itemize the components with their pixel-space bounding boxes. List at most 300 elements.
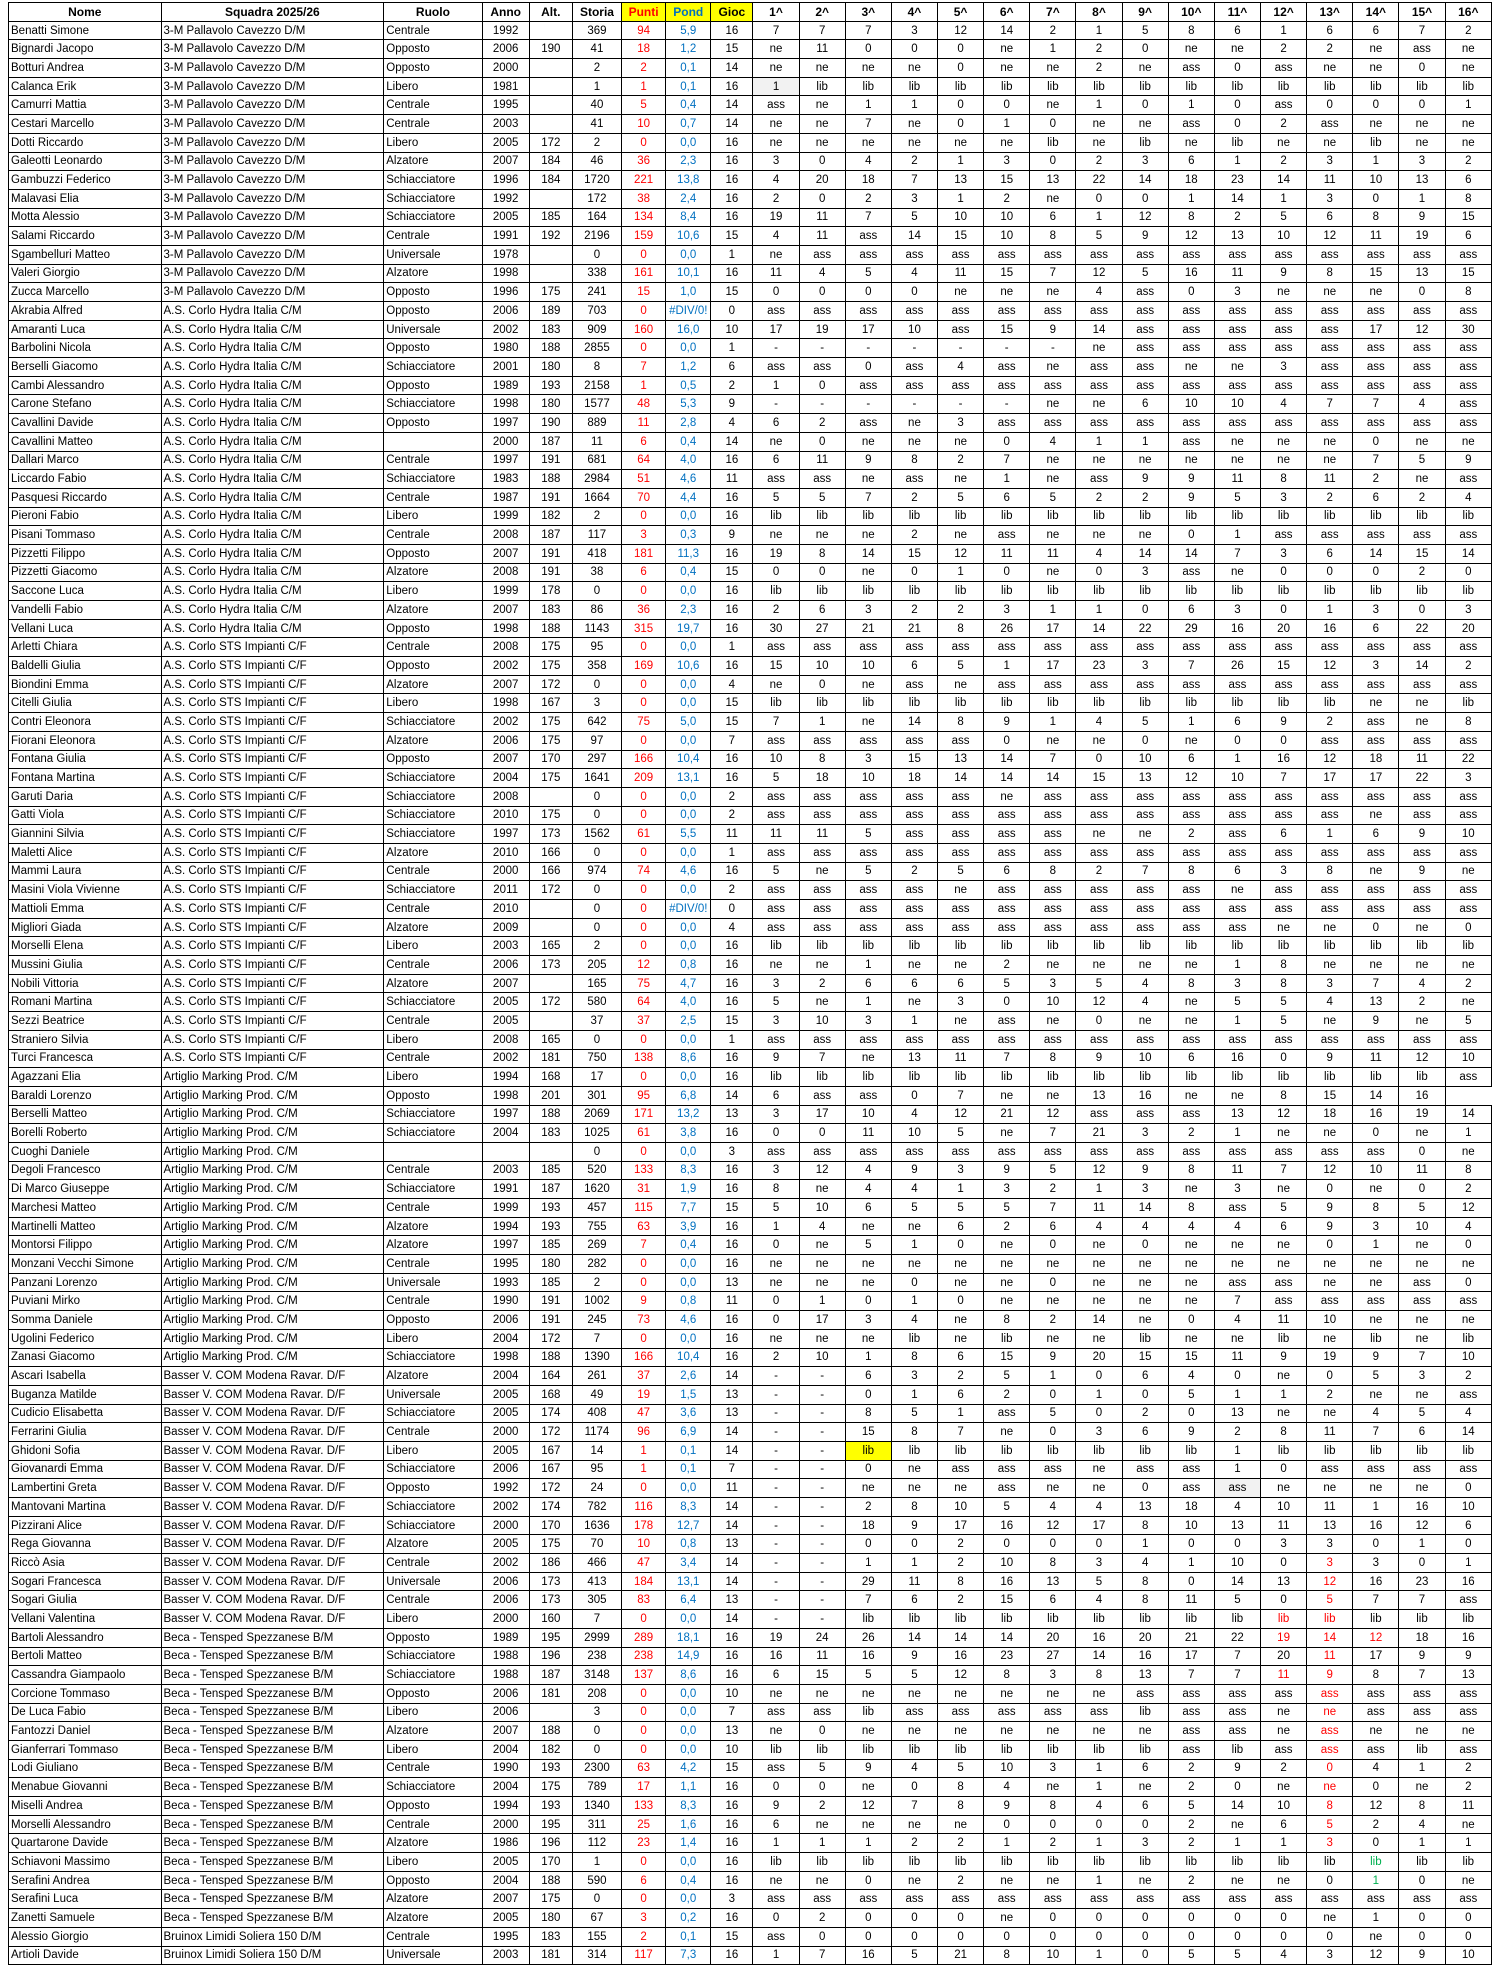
table-cell: 2005	[482, 993, 529, 1012]
table-cell: 7	[572, 1610, 621, 1629]
table-cell: 190	[529, 40, 572, 59]
table-cell: ne	[984, 1722, 1030, 1741]
header-row	[9, 3, 1492, 22]
table-cell: 4	[799, 1217, 845, 1236]
table-cell: 0	[845, 1292, 891, 1311]
table-cell: 10	[622, 1535, 666, 1554]
table-cell: 4,6	[666, 1311, 711, 1330]
table-cell: 0	[622, 694, 666, 713]
table-cell: lib	[1168, 1610, 1214, 1629]
table-cell: 0	[753, 1311, 799, 1330]
table-cell: 8	[1168, 208, 1214, 227]
table-cell: 2	[1307, 488, 1353, 507]
table-cell: 16	[1353, 1572, 1399, 1591]
table-cell: ne	[1261, 1479, 1307, 1498]
table-cell: 195	[529, 1815, 572, 1834]
table-cell: 15	[711, 1927, 753, 1946]
table-cell: ne	[799, 526, 845, 545]
table-cell: Beca - Tensped Spezzanese B/M	[161, 1740, 384, 1759]
table-row	[9, 1329, 1492, 1348]
table-cell: 11	[1261, 1311, 1307, 1330]
table-cell: ne	[1399, 432, 1445, 451]
table-cell: ne	[1307, 1329, 1353, 1348]
table-cell: Artiglio Marking Prod. C/M	[161, 1311, 384, 1330]
table-cell: 5	[1214, 488, 1260, 507]
table-cell: 9	[1030, 1348, 1076, 1367]
table-cell: 5	[1076, 1572, 1122, 1591]
table-cell: A.S. Corlo STS Impianti C/F	[161, 1030, 384, 1049]
table-cell: 8	[1030, 1554, 1076, 1573]
table-cell: A.S. Corlo Hydra Italia C/M	[161, 488, 384, 507]
table-cell: 2004	[482, 1329, 529, 1348]
table-cell: 14	[984, 21, 1030, 40]
table-cell: 9	[711, 526, 753, 545]
table-cell: ass	[1168, 1740, 1214, 1759]
table-cell: 67	[572, 1909, 621, 1928]
table-cell: 15	[891, 544, 937, 563]
table-cell	[529, 59, 572, 78]
table-cell: ne	[938, 881, 984, 900]
table-cell: Opposto	[384, 1479, 482, 1498]
table-cell: Artiglio Marking Prod. C/M	[161, 1161, 384, 1180]
table-cell: ass	[1122, 339, 1168, 358]
table-cell: 0	[1030, 1535, 1076, 1554]
table-cell: 70	[622, 488, 666, 507]
table-cell: 4,7	[666, 974, 711, 993]
table-cell: Saccone Luca	[9, 582, 162, 601]
table-cell: 75	[622, 713, 666, 732]
table-cell: 0	[1076, 1927, 1122, 1946]
table-cell: 2003	[482, 115, 529, 134]
table-cell: 16	[711, 152, 753, 171]
table-cell: ne	[1353, 1311, 1399, 1330]
table-cell: 160	[622, 320, 666, 339]
table-cell: ass	[845, 1142, 891, 1161]
table-cell: 7	[711, 731, 753, 750]
table-row	[9, 1049, 1492, 1068]
table-cell: 0	[1445, 918, 1491, 937]
table-cell: Opposto	[384, 1628, 482, 1647]
table-cell: ass	[1030, 881, 1076, 900]
table-cell: 1	[711, 843, 753, 862]
table-cell: 5	[891, 1404, 937, 1423]
column-header: Storia	[572, 3, 621, 22]
table-cell: ass	[845, 638, 891, 657]
table-cell: 5	[753, 862, 799, 881]
table-cell: 13	[1030, 1572, 1076, 1591]
table-cell: Alzatore	[384, 1909, 482, 1928]
table-cell: 4,0	[666, 993, 711, 1012]
table-cell: 0	[1076, 1367, 1122, 1386]
table-cell: 2	[1122, 1404, 1168, 1423]
table-cell: 5	[845, 862, 891, 881]
table-cell: 2008	[482, 526, 529, 545]
table-cell: Alzatore	[384, 1722, 482, 1741]
table-cell: lib	[799, 1853, 845, 1872]
table-cell: 0	[622, 731, 666, 750]
table-cell: 2002	[482, 320, 529, 339]
table-cell: 0	[938, 1927, 984, 1946]
table-cell: ne	[799, 1180, 845, 1199]
table-cell: 0	[1214, 731, 1260, 750]
table-cell: 0,3	[666, 526, 711, 545]
table-cell: ass	[1030, 825, 1076, 844]
table-cell: 1	[1445, 1124, 1491, 1143]
table-cell: 0	[572, 1142, 621, 1161]
table-cell: 36	[622, 601, 666, 620]
table-cell: 2003	[482, 1946, 529, 1965]
table-cell: ne	[1030, 451, 1076, 470]
table-cell: 12	[1353, 1628, 1399, 1647]
table-cell: 16	[711, 1049, 753, 1068]
table-cell: lib	[1122, 694, 1168, 713]
table-cell: lib	[1076, 1740, 1122, 1759]
table-cell: 12	[1076, 1161, 1122, 1180]
table-cell: 10	[1168, 395, 1214, 414]
table-cell: ass	[1353, 302, 1399, 321]
table-cell: ne	[938, 1684, 984, 1703]
table-cell: 3	[711, 1142, 753, 1161]
table-cell: 13	[1122, 1498, 1168, 1517]
table-cell: 5	[753, 769, 799, 788]
table-cell: lib	[1353, 133, 1399, 152]
table-cell: 14	[1214, 1572, 1260, 1591]
table-cell: 4,0	[666, 451, 711, 470]
table-cell: 7	[622, 1236, 666, 1255]
table-cell: 14	[711, 59, 753, 78]
table-cell: lib	[1261, 77, 1307, 96]
table-cell: 0,0	[666, 1329, 711, 1348]
table-cell: lib	[984, 1853, 1030, 1872]
table-cell: ass	[1122, 1142, 1168, 1161]
table-cell: 1992	[482, 189, 529, 208]
table-cell: 0	[622, 1273, 666, 1292]
table-cell: ne	[1030, 526, 1076, 545]
table-cell: 0	[984, 96, 1030, 115]
table-cell: 14	[711, 1367, 753, 1386]
table-cell: 6	[984, 488, 1030, 507]
table-cell: 14	[891, 713, 937, 732]
table-cell: 5	[1261, 208, 1307, 227]
table-cell: 2005	[482, 1535, 529, 1554]
table-cell: 185	[529, 208, 572, 227]
table-cell: lib	[1307, 937, 1353, 956]
table-cell: Giovanardi Emma	[9, 1460, 162, 1479]
table-cell: ass	[984, 881, 1030, 900]
table-cell: Pisani Tommaso	[9, 526, 162, 545]
table-cell: 191	[529, 1292, 572, 1311]
table-row	[9, 1217, 1492, 1236]
table-cell: ass	[1214, 320, 1260, 339]
table-cell: 96	[622, 1423, 666, 1442]
table-row	[9, 993, 1492, 1012]
table-cell: 0	[1261, 731, 1307, 750]
table-cell: 0	[845, 283, 891, 302]
table-cell: ne	[845, 1815, 891, 1834]
table-cell: 6	[1353, 619, 1399, 638]
table-row	[9, 1441, 1492, 1460]
table-cell: 1997	[482, 1236, 529, 1255]
table-cell: 0	[1122, 731, 1168, 750]
table-cell: lib	[1307, 694, 1353, 713]
table-cell: 2	[1445, 1180, 1491, 1199]
table-cell: 3-M Pallavolo Cavezzo D/M	[161, 115, 384, 134]
table-cell: 16	[711, 582, 753, 601]
table-cell: lib	[1030, 1853, 1076, 1872]
table-row	[9, 1703, 1492, 1722]
table-cell: -	[753, 1535, 799, 1554]
table-cell: 1	[572, 77, 621, 96]
table-cell: 642	[572, 713, 621, 732]
table-row	[9, 787, 1492, 806]
table-cell: A.S. Corlo Hydra Italia C/M	[161, 526, 384, 545]
table-cell: ass	[984, 376, 1030, 395]
column-header: Squadra 2025/26	[161, 3, 384, 22]
table-cell: 0	[753, 283, 799, 302]
table-cell	[529, 264, 572, 283]
table-cell: 2007	[482, 974, 529, 993]
table-cell: ass	[1030, 1030, 1076, 1049]
table-cell: 0	[799, 376, 845, 395]
table-cell: 3	[753, 1012, 799, 1031]
table-cell: lib	[845, 1703, 891, 1722]
table-cell: 8	[1122, 1591, 1168, 1610]
table-cell: 0	[938, 1292, 984, 1311]
table-cell: 2,3	[666, 601, 711, 620]
table-cell: ass	[1399, 1460, 1445, 1479]
table-cell: 221	[622, 171, 666, 190]
table-cell: ne	[1307, 1404, 1353, 1423]
table-cell: 5	[1307, 1591, 1353, 1610]
table-cell: 3148	[572, 1666, 621, 1685]
table-cell: 0	[622, 937, 666, 956]
table-cell: lib	[1399, 1740, 1445, 1759]
table-cell: Libero	[384, 507, 482, 526]
table-cell: ne	[753, 432, 799, 451]
column-header: 16^	[1445, 3, 1491, 22]
table-cell: A.S. Corlo STS Impianti C/F	[161, 1012, 384, 1031]
table-cell: 8	[891, 1423, 937, 1442]
table-cell: 6	[1122, 1423, 1168, 1442]
table-cell: 20	[1030, 1628, 1076, 1647]
table-cell: 3	[1399, 152, 1445, 171]
table-cell: 1	[622, 1460, 666, 1479]
table-cell: 4	[1076, 713, 1122, 732]
table-cell: A.S. Corlo Hydra Italia C/M	[161, 395, 384, 414]
table-cell: lib	[984, 1329, 1030, 1348]
table-cell: 6	[1399, 1423, 1445, 1442]
table-cell: 8,3	[666, 1161, 711, 1180]
table-row	[9, 1628, 1492, 1647]
table-cell: ass	[891, 900, 937, 919]
table-cell: ass	[1261, 96, 1307, 115]
table-cell: Artiglio Marking Prod. C/M	[161, 1292, 384, 1311]
table-cell: ass	[1353, 675, 1399, 694]
table-cell: ne	[1261, 283, 1307, 302]
table-cell: A.S. Corlo Hydra Italia C/M	[161, 376, 384, 395]
table-cell: lib	[984, 1610, 1030, 1629]
table-cell: Riccò Asia	[9, 1554, 162, 1573]
table-cell: 12	[938, 544, 984, 563]
table-cell: 1	[984, 657, 1030, 676]
table-cell: 1	[1353, 152, 1399, 171]
table-cell: 3	[1030, 974, 1076, 993]
table-cell: 9	[1261, 713, 1307, 732]
table-cell: 22	[1122, 619, 1168, 638]
table-cell: Beca - Tensped Spezzanese B/M	[161, 1647, 384, 1666]
table-cell: 8	[753, 1180, 799, 1199]
table-cell: 7	[845, 488, 891, 507]
table-cell: ne	[891, 1460, 937, 1479]
table-cell: Somma Daniele	[9, 1311, 162, 1330]
table-cell: 0	[622, 1853, 666, 1872]
table-cell: 1990	[482, 1759, 529, 1778]
table-cell: 14	[711, 1423, 753, 1442]
table-cell: 13	[938, 750, 984, 769]
column-header: Gioc	[711, 3, 753, 22]
table-cell: 8	[572, 358, 621, 377]
table-cell: Zucca Marcello	[9, 283, 162, 302]
table-cell: 16	[711, 1348, 753, 1367]
table-cell: 2	[891, 862, 937, 881]
table-cell: ass	[1261, 1292, 1307, 1311]
table-cell: Cassandra Giampaolo	[9, 1666, 162, 1685]
table-cell: 172	[572, 189, 621, 208]
table-cell: ne	[1076, 451, 1122, 470]
table-cell: 2	[572, 507, 621, 526]
table-cell: ne	[1307, 1255, 1353, 1274]
table-cell: 12	[1399, 320, 1445, 339]
column-header: 9^	[1122, 3, 1168, 22]
table-cell: 14	[572, 1441, 621, 1460]
table-cell: 5	[1399, 1199, 1445, 1218]
table-cell: ass	[984, 1460, 1030, 1479]
table-row	[9, 1591, 1492, 1610]
table-cell: ne	[1307, 956, 1353, 975]
table-cell: 9	[753, 1797, 799, 1816]
table-cell: ne	[845, 59, 891, 78]
table-cell: ass	[1168, 1460, 1214, 1479]
table-cell: 9	[1307, 1666, 1353, 1685]
table-cell: 9	[711, 395, 753, 414]
table-cell: 3,8	[666, 1124, 711, 1143]
table-row	[9, 339, 1492, 358]
table-cell: 1998	[482, 1348, 529, 1367]
table-cell: 11	[1307, 1647, 1353, 1666]
table-cell: ne	[938, 1255, 984, 1274]
table-cell: Basser V. COM Modena Ravar. D/F	[161, 1591, 384, 1610]
table-row	[9, 171, 1492, 190]
table-cell: lib	[1076, 1441, 1122, 1460]
table-row	[9, 1423, 1492, 1442]
table-cell: ass	[845, 1030, 891, 1049]
table-cell: ass	[1445, 395, 1491, 414]
table-cell: ass	[1168, 1030, 1214, 1049]
table-cell: 9	[1399, 1647, 1445, 1666]
table-cell: ne	[984, 1255, 1030, 1274]
table-cell: 5	[938, 862, 984, 881]
table-cell: 2	[1168, 825, 1214, 844]
table-cell: lib	[1307, 77, 1353, 96]
table-cell: 2,5	[666, 1012, 711, 1031]
table-cell: lib	[938, 1853, 984, 1872]
table-cell: 1	[938, 563, 984, 582]
table-cell: 8	[891, 1348, 937, 1367]
table-cell: ne	[799, 1871, 845, 1890]
table-cell: ass	[1399, 731, 1445, 750]
table-cell: Schiacciatore	[384, 1498, 482, 1517]
table-cell: 27	[799, 619, 845, 638]
table-cell: 305	[572, 1591, 621, 1610]
table-cell: 160	[529, 1610, 572, 1629]
table-cell: lib	[1399, 1853, 1445, 1872]
table-cell: 4	[891, 264, 937, 283]
table-cell: 11	[799, 208, 845, 227]
table-cell: ass	[753, 638, 799, 657]
table-cell: 2	[1168, 1124, 1214, 1143]
table-cell: 0	[1168, 1404, 1214, 1423]
table-cell: 2	[1261, 1759, 1307, 1778]
table-cell: ass	[1030, 638, 1076, 657]
table-cell: 2	[891, 1834, 937, 1853]
table-cell: lib	[891, 1610, 937, 1629]
table-cell: ne	[1122, 1012, 1168, 1031]
table-row	[9, 40, 1492, 59]
table-cell: 3-M Pallavolo Cavezzo D/M	[161, 40, 384, 59]
table-cell: 170	[529, 1516, 572, 1535]
table-cell: ass	[1214, 302, 1260, 321]
table-cell: 167	[529, 1460, 572, 1479]
table-cell: 13	[1214, 1516, 1260, 1535]
table-cell: Schiacciatore	[384, 1180, 482, 1199]
table-cell: 5	[753, 1199, 799, 1218]
table-cell: 301	[572, 1086, 621, 1105]
table-cell: Beca - Tensped Spezzanese B/M	[161, 1722, 384, 1741]
table-row	[9, 1255, 1492, 1274]
table-cell: 2	[1168, 1778, 1214, 1797]
table-cell: ass	[984, 1012, 1030, 1031]
table-cell: ass	[1399, 675, 1445, 694]
table-cell: 2	[1307, 40, 1353, 59]
table-cell: 1025	[572, 1124, 621, 1143]
table-cell: 193	[529, 1759, 572, 1778]
table-cell: Centrale	[384, 96, 482, 115]
table-cell: 3	[1353, 601, 1399, 620]
table-cell: lib	[1214, 582, 1260, 601]
table-cell: 173	[529, 1572, 572, 1591]
table-cell: 0,4	[666, 563, 711, 582]
table-cell: 0	[572, 245, 621, 264]
table-cell: ass	[1168, 900, 1214, 919]
table-cell: ass	[753, 1759, 799, 1778]
table-cell: lib	[984, 77, 1030, 96]
table-cell: 19	[1307, 1348, 1353, 1367]
table-cell: ass	[938, 1890, 984, 1909]
table-cell: ne	[1122, 956, 1168, 975]
table-cell: 2	[1353, 1815, 1399, 1834]
table-cell: 7	[753, 713, 799, 732]
table-cell: 180	[529, 1255, 572, 1274]
table-cell: 1	[1261, 21, 1307, 40]
table-cell: lib	[799, 77, 845, 96]
table-cell: 1	[1214, 1441, 1260, 1460]
table-cell: ass	[984, 843, 1030, 862]
table-cell: 6	[845, 974, 891, 993]
table-cell: ass	[1353, 881, 1399, 900]
table-cell: 2	[1399, 993, 1445, 1012]
table-cell: 2002	[482, 657, 529, 676]
table-cell: ass	[1261, 1740, 1307, 1759]
